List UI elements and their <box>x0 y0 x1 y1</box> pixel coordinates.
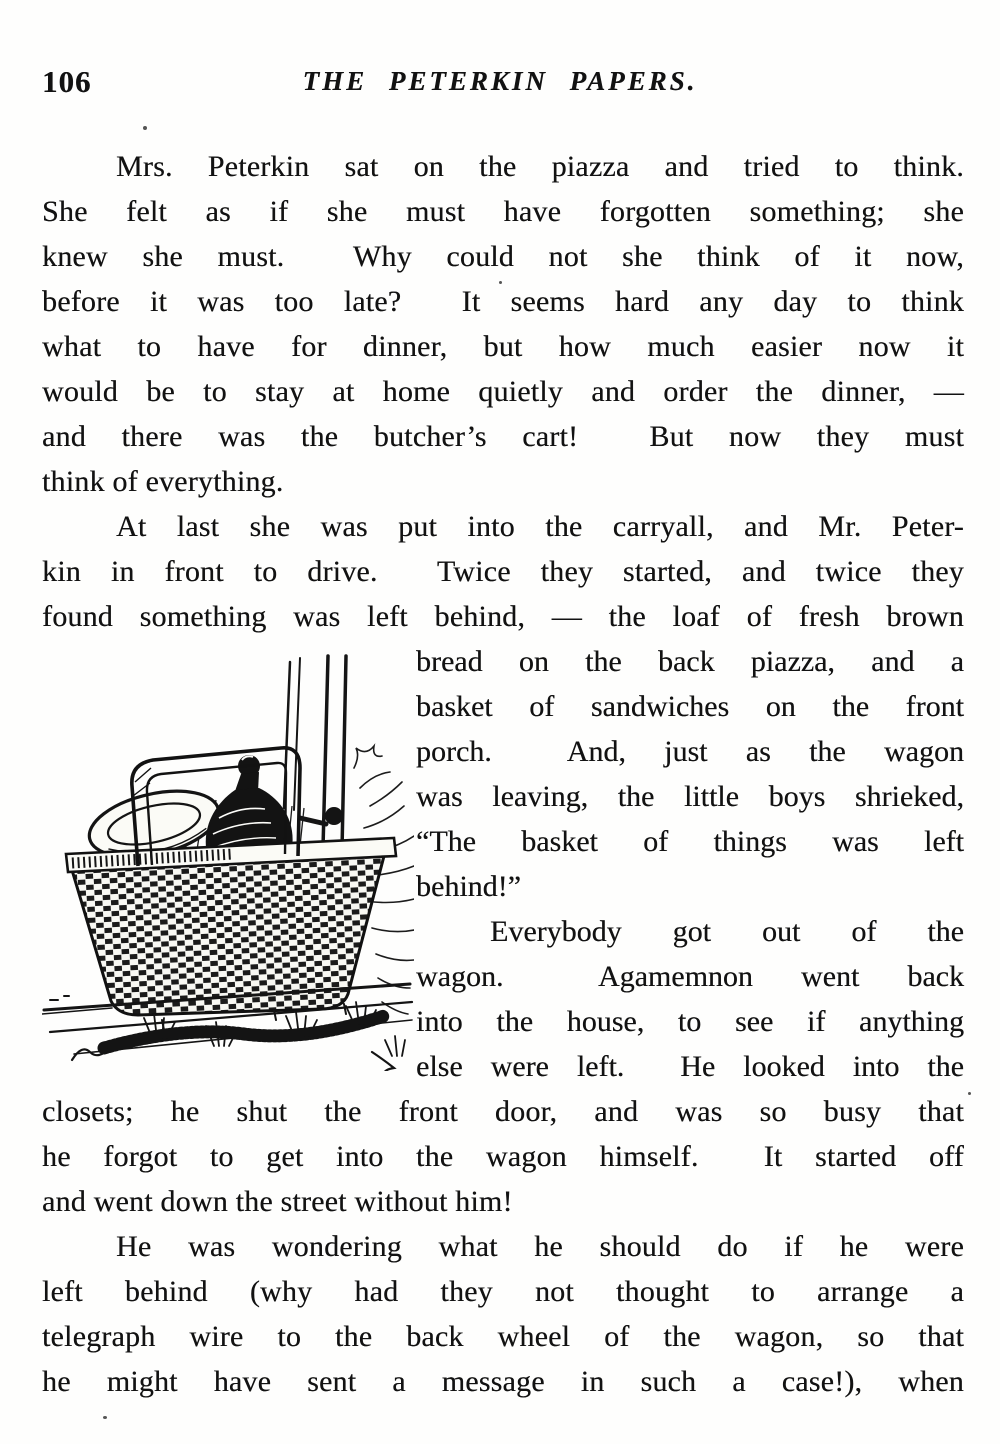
text-line: into the house, to see if anything <box>416 1005 964 1038</box>
text-line: wagon. Agamemnon went back <box>416 960 964 993</box>
paragraph-block-1 <box>42 144 964 639</box>
ink-speck <box>143 126 147 130</box>
post-knob <box>325 807 343 825</box>
text-line: closets; he shut the front door, and was so busy that <box>42 1095 964 1128</box>
text-line: Everybody got out of the <box>490 915 964 948</box>
figure-basket <box>42 653 416 1071</box>
basket-illustration <box>42 653 414 1071</box>
page-header <box>0 0 1000 106</box>
page-number: 106 <box>42 64 92 99</box>
text-line: think of everything. <box>42 465 284 498</box>
text-line: basket of sandwiches on the front <box>416 690 964 723</box>
basket-body <box>72 856 384 1015</box>
text-line: was leaving, the little boys shrieked, <box>416 780 964 813</box>
ink-speck <box>499 281 502 284</box>
text-line: before it was too late? It seems hard any day to think <box>42 285 964 318</box>
text-line: behind!” <box>416 870 521 903</box>
text-line: would be to stay at home quietly and order the dinner, — <box>42 375 964 408</box>
wrap-text-column <box>416 639 964 1089</box>
text-line: he might have sent a message in such a case!), when <box>42 1365 964 1398</box>
body-text <box>0 144 1000 1404</box>
text-line: porch. And, just as the wagon <box>416 735 964 768</box>
text-line: he forgot to get into the wagon himself. It started off <box>42 1140 964 1173</box>
text-line: knew she must. Why could not she think of it now, <box>42 240 964 273</box>
text-line: kin in front to drive. Twice they started, and twice they <box>42 555 964 588</box>
text-line: bread on the back piazza, and a <box>416 645 964 678</box>
text-line: At last she was put into the carryall, and Mr. Peter- <box>116 510 964 543</box>
text-line: else were left. He looked into the <box>416 1050 964 1083</box>
paragraph-block-2 <box>42 1089 964 1404</box>
text-line: what to have for dinner, but how much easier now it <box>42 330 964 363</box>
text-line: left behind (why had they not thought to arrange a <box>42 1275 964 1308</box>
figure-and-wrap-row <box>42 639 964 1089</box>
text-line: and there was the butcher’s cart! But now they must <box>42 420 964 453</box>
running-header: THE PETERKIN PAPERS. <box>302 66 698 96</box>
text-line: She felt as if she must have forgotten something; she <box>42 195 964 228</box>
ink-speck <box>968 1092 971 1095</box>
text-line: He was wondering what he should do if he were <box>116 1230 964 1263</box>
text-line: “The basket of things was left <box>416 825 964 858</box>
text-line: Mrs. Peterkin sat on the piazza and tried to think. <box>116 150 964 183</box>
text-line: telegraph wire to the back wheel of the wagon, so that <box>42 1320 964 1353</box>
ink-speck <box>103 1416 107 1419</box>
text-line: and went down the street without him! <box>42 1185 513 1218</box>
text-line: found something was left behind, — the loaf of fresh brown <box>42 600 964 633</box>
bottle <box>206 755 293 854</box>
